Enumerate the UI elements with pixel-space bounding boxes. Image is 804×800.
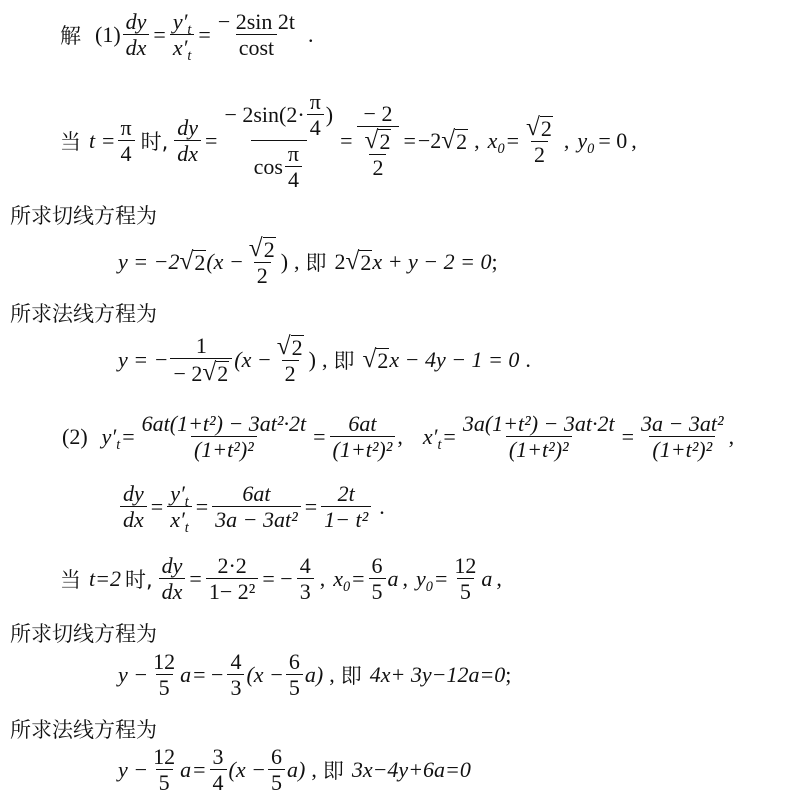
math-token: , [329, 661, 335, 687]
math-token: 即 [333, 348, 355, 373]
math-token: 5 [457, 578, 474, 603]
math-token: , [321, 346, 328, 372]
part2-label: (2) [62, 423, 88, 449]
math-token: = [122, 423, 135, 449]
math-token: 2 [217, 361, 229, 387]
line-t2 [60, 554, 502, 603]
part1-label: (1) [95, 21, 121, 47]
math-token: t [116, 436, 121, 453]
math-token: 5 [369, 578, 386, 603]
math-token: π [309, 89, 321, 114]
math-token: ′ [179, 507, 185, 533]
math-token: , [474, 127, 480, 153]
math-token: 12 [454, 553, 477, 578]
math-token: dy [125, 9, 147, 34]
math-token: 5 [156, 769, 173, 794]
math-token: x [170, 507, 180, 533]
math-token: 当 [60, 567, 81, 592]
math-token: 2t [337, 481, 355, 506]
math-token: 12 [153, 649, 176, 674]
math-token: y [577, 127, 588, 153]
math-token: 3a − 3at² [641, 411, 724, 436]
math-token: t = [89, 127, 116, 153]
math-token: dx [159, 578, 186, 603]
math-token: 5 [268, 769, 285, 794]
math-token: 3 [297, 578, 314, 603]
math-token: (x − [206, 248, 244, 274]
math-token: ; [505, 661, 512, 687]
math-token: 2 [379, 129, 391, 155]
math-token: x [172, 35, 183, 61]
tangent-eq-1: y = −2 √ 2 (x − √ 2 2 ) , 即 2 √ 2 x + y − 2 = 0 ; [118, 234, 498, 289]
math-token: = [189, 565, 202, 591]
math-token: y − [118, 756, 149, 782]
math-token: 2 [254, 262, 271, 287]
math-token: x [422, 423, 433, 449]
math-token: − 2 [363, 100, 393, 126]
math-token: . [308, 21, 314, 47]
math-token: 3a(1+t²) − 3at·2t [462, 411, 615, 436]
math-token: y [101, 423, 112, 449]
math-token: = [313, 423, 326, 449]
jie-label: 解 [60, 23, 81, 48]
math-token: 5 [286, 674, 303, 699]
math-token: 3 [227, 674, 244, 699]
math-token: 当 [60, 129, 81, 154]
line-part2-dydx [118, 481, 385, 537]
math-token: cost [236, 34, 277, 59]
math-token: 3x−4y+6a=0 [351, 756, 471, 782]
line-t-pi4: 当 t = $\frac{\pi}{4}$ 时, $\frac{dy}{dx}$ = − 2sin(2· $\frac{\pi}{4}$ ) cos $\frac{\pi}{4}$ = − 2 √ 2 2 = −2 √ 2 , $x_0$ = √ 2 2 , $y_0$ = 0 , [60, 89, 637, 193]
math-token: ′ [432, 423, 438, 449]
math-token: 6 [270, 744, 282, 769]
math-token: = [352, 565, 365, 591]
math-token: ′ [182, 35, 188, 61]
math-token: 2 [282, 360, 299, 385]
math-token: x [487, 127, 498, 153]
math-token: , [496, 565, 502, 591]
math-token: 4 [118, 140, 135, 165]
math-token: 1− t² [321, 506, 371, 531]
math-token: 4 [285, 166, 302, 191]
math-token: = [153, 21, 166, 47]
math-token: 2 [263, 237, 275, 263]
math-token: a) [286, 756, 306, 782]
math-token: y − [118, 661, 149, 687]
math-token: 2 [369, 154, 386, 179]
math-token: = − [262, 565, 293, 591]
math-token: 3a − 3at² [212, 506, 301, 531]
normal-eq-2 [118, 745, 471, 794]
math-token: 6at [242, 481, 271, 506]
math-token: 2 [334, 248, 346, 274]
line-part2-derivs [62, 412, 734, 461]
math-token: (1+t²)² [506, 436, 572, 461]
math-token: 即 [340, 663, 362, 688]
math-token: ; [491, 248, 498, 274]
math-token: a) [304, 661, 324, 687]
normal-heading-1: 所求法线方程为 [10, 302, 157, 326]
math-token: y [172, 9, 183, 34]
math-token: , [311, 756, 317, 782]
tangent-heading-2: 所求切线方程为 [10, 622, 157, 646]
math-token: x − 4y − 1 = 0 [389, 346, 520, 372]
math-token: 时, [124, 567, 153, 592]
math-token: 时, [140, 129, 169, 154]
math-token: t [184, 494, 189, 510]
math-token: . [379, 493, 385, 519]
math-token: 4 [307, 114, 324, 139]
math-token: 0 [587, 140, 595, 157]
yt-xt-frac [170, 9, 195, 65]
math-token: = [340, 127, 353, 153]
math-token: 即 [305, 250, 327, 275]
math-token: − 2 [173, 361, 203, 387]
math-token: x [333, 565, 343, 591]
math-token: , [294, 248, 300, 274]
tangent-heading-1: 所求切线方程为 [10, 204, 157, 228]
math-token: = [304, 493, 318, 519]
math-token: t [187, 22, 192, 38]
math-token: cos [253, 154, 283, 180]
math-token: . [525, 346, 531, 372]
math-token: − 2sin 2t [217, 9, 296, 34]
math-token: ′ [182, 9, 188, 34]
math-token: 6at [348, 411, 377, 436]
math-token: 2 [377, 348, 389, 374]
math-token: = 0 [598, 127, 628, 153]
math-token: ) [325, 102, 334, 128]
math-token: t [184, 520, 189, 537]
math-token: dy [177, 115, 199, 141]
math-token: 4x+ 3y−12a=0 [369, 661, 506, 687]
math-token: 2·2 [217, 553, 247, 578]
math-token: 0 [342, 578, 351, 595]
math-token: ) [280, 248, 289, 274]
math-token: = [198, 21, 211, 47]
normal-heading-2: 所求法线方程为 [10, 718, 157, 742]
math-token: y [416, 565, 426, 591]
math-token: 1 [195, 333, 207, 358]
math-token: ) [308, 346, 316, 372]
tangent-eq-2 [118, 650, 511, 699]
math-token: 即 [322, 758, 344, 783]
math-token: 2 [456, 129, 468, 155]
math-token: t=2 [89, 565, 121, 591]
math-token: (1+t²)² [191, 436, 257, 461]
math-token: 4 [299, 553, 311, 578]
math-token: π [287, 141, 299, 167]
math-token: y = − [118, 346, 169, 372]
math-token: (x − [246, 661, 284, 687]
math-token: a [180, 756, 192, 782]
math-token: 2 [531, 141, 548, 166]
math-token: = [621, 423, 635, 449]
math-token: t [187, 48, 192, 65]
math-token: (x − [234, 346, 272, 372]
math-token: 0 [425, 578, 433, 595]
math-token: π [120, 115, 132, 141]
math-token: = [506, 127, 520, 153]
math-token: 6 [371, 553, 383, 578]
math-token: a [387, 565, 399, 591]
math-token: x + y − 2 = 0 [372, 248, 492, 274]
math-token: , [319, 565, 326, 591]
math-token: , [728, 423, 735, 449]
math-token: , [563, 127, 570, 153]
math-token: − 2sin(2· [224, 102, 305, 128]
math-token: dy [123, 481, 144, 506]
math-token: 4 [230, 649, 242, 674]
math-token: 6at(1+t²) − 3at²·2t [141, 411, 307, 436]
math-token: y [170, 481, 180, 506]
math-token: 1− 2² [206, 578, 259, 603]
dydx-frac [123, 10, 150, 59]
math-token: dx [123, 34, 150, 59]
sin-over-cos-frac [221, 90, 336, 191]
math-token: t [437, 436, 442, 453]
math-token: 0 [497, 140, 505, 157]
math-token: (1+t²)² [649, 436, 715, 461]
math-token: = [195, 493, 209, 519]
math-token: (x − [228, 756, 266, 782]
math-token: , [402, 565, 409, 591]
math-token: a [180, 661, 192, 687]
math-token: , [631, 127, 637, 153]
math-token: y = −2 [118, 248, 180, 274]
math-token: dx [174, 140, 201, 165]
math-token: ′ [111, 423, 117, 449]
math-token: 4 [210, 769, 227, 794]
math-token: 2 [291, 335, 303, 361]
math-token: 2 [194, 250, 206, 276]
math-token: 2 [540, 116, 552, 142]
math-token: = [205, 127, 218, 153]
math-token: (1+t²)² [330, 436, 396, 461]
math-token: = [443, 423, 456, 449]
math-token: −2 [417, 127, 442, 153]
math-token: = − [193, 661, 224, 687]
math-token: 2 [360, 250, 372, 276]
math-token: = [150, 493, 164, 519]
math-token: dx [120, 506, 147, 531]
line-part1 [60, 9, 314, 65]
math-token: 12 [153, 744, 176, 769]
math-token: dy [161, 553, 183, 578]
math-token: = [434, 565, 448, 591]
math-token: = [403, 127, 416, 153]
math-token: a [481, 565, 493, 591]
math-token: 6 [288, 649, 300, 674]
normal-eq-1: y = − 1 − 2 √ 2 (x − √ 2 2 ) , 即 √ 2 x − 4y − 1 = 0 . [118, 332, 531, 387]
result-frac [215, 10, 298, 59]
math-token: ′ [179, 481, 185, 506]
math-token: 3 [212, 744, 224, 769]
math-token: = [193, 756, 206, 782]
math-token: 5 [156, 674, 173, 699]
math-token: , [397, 423, 403, 449]
